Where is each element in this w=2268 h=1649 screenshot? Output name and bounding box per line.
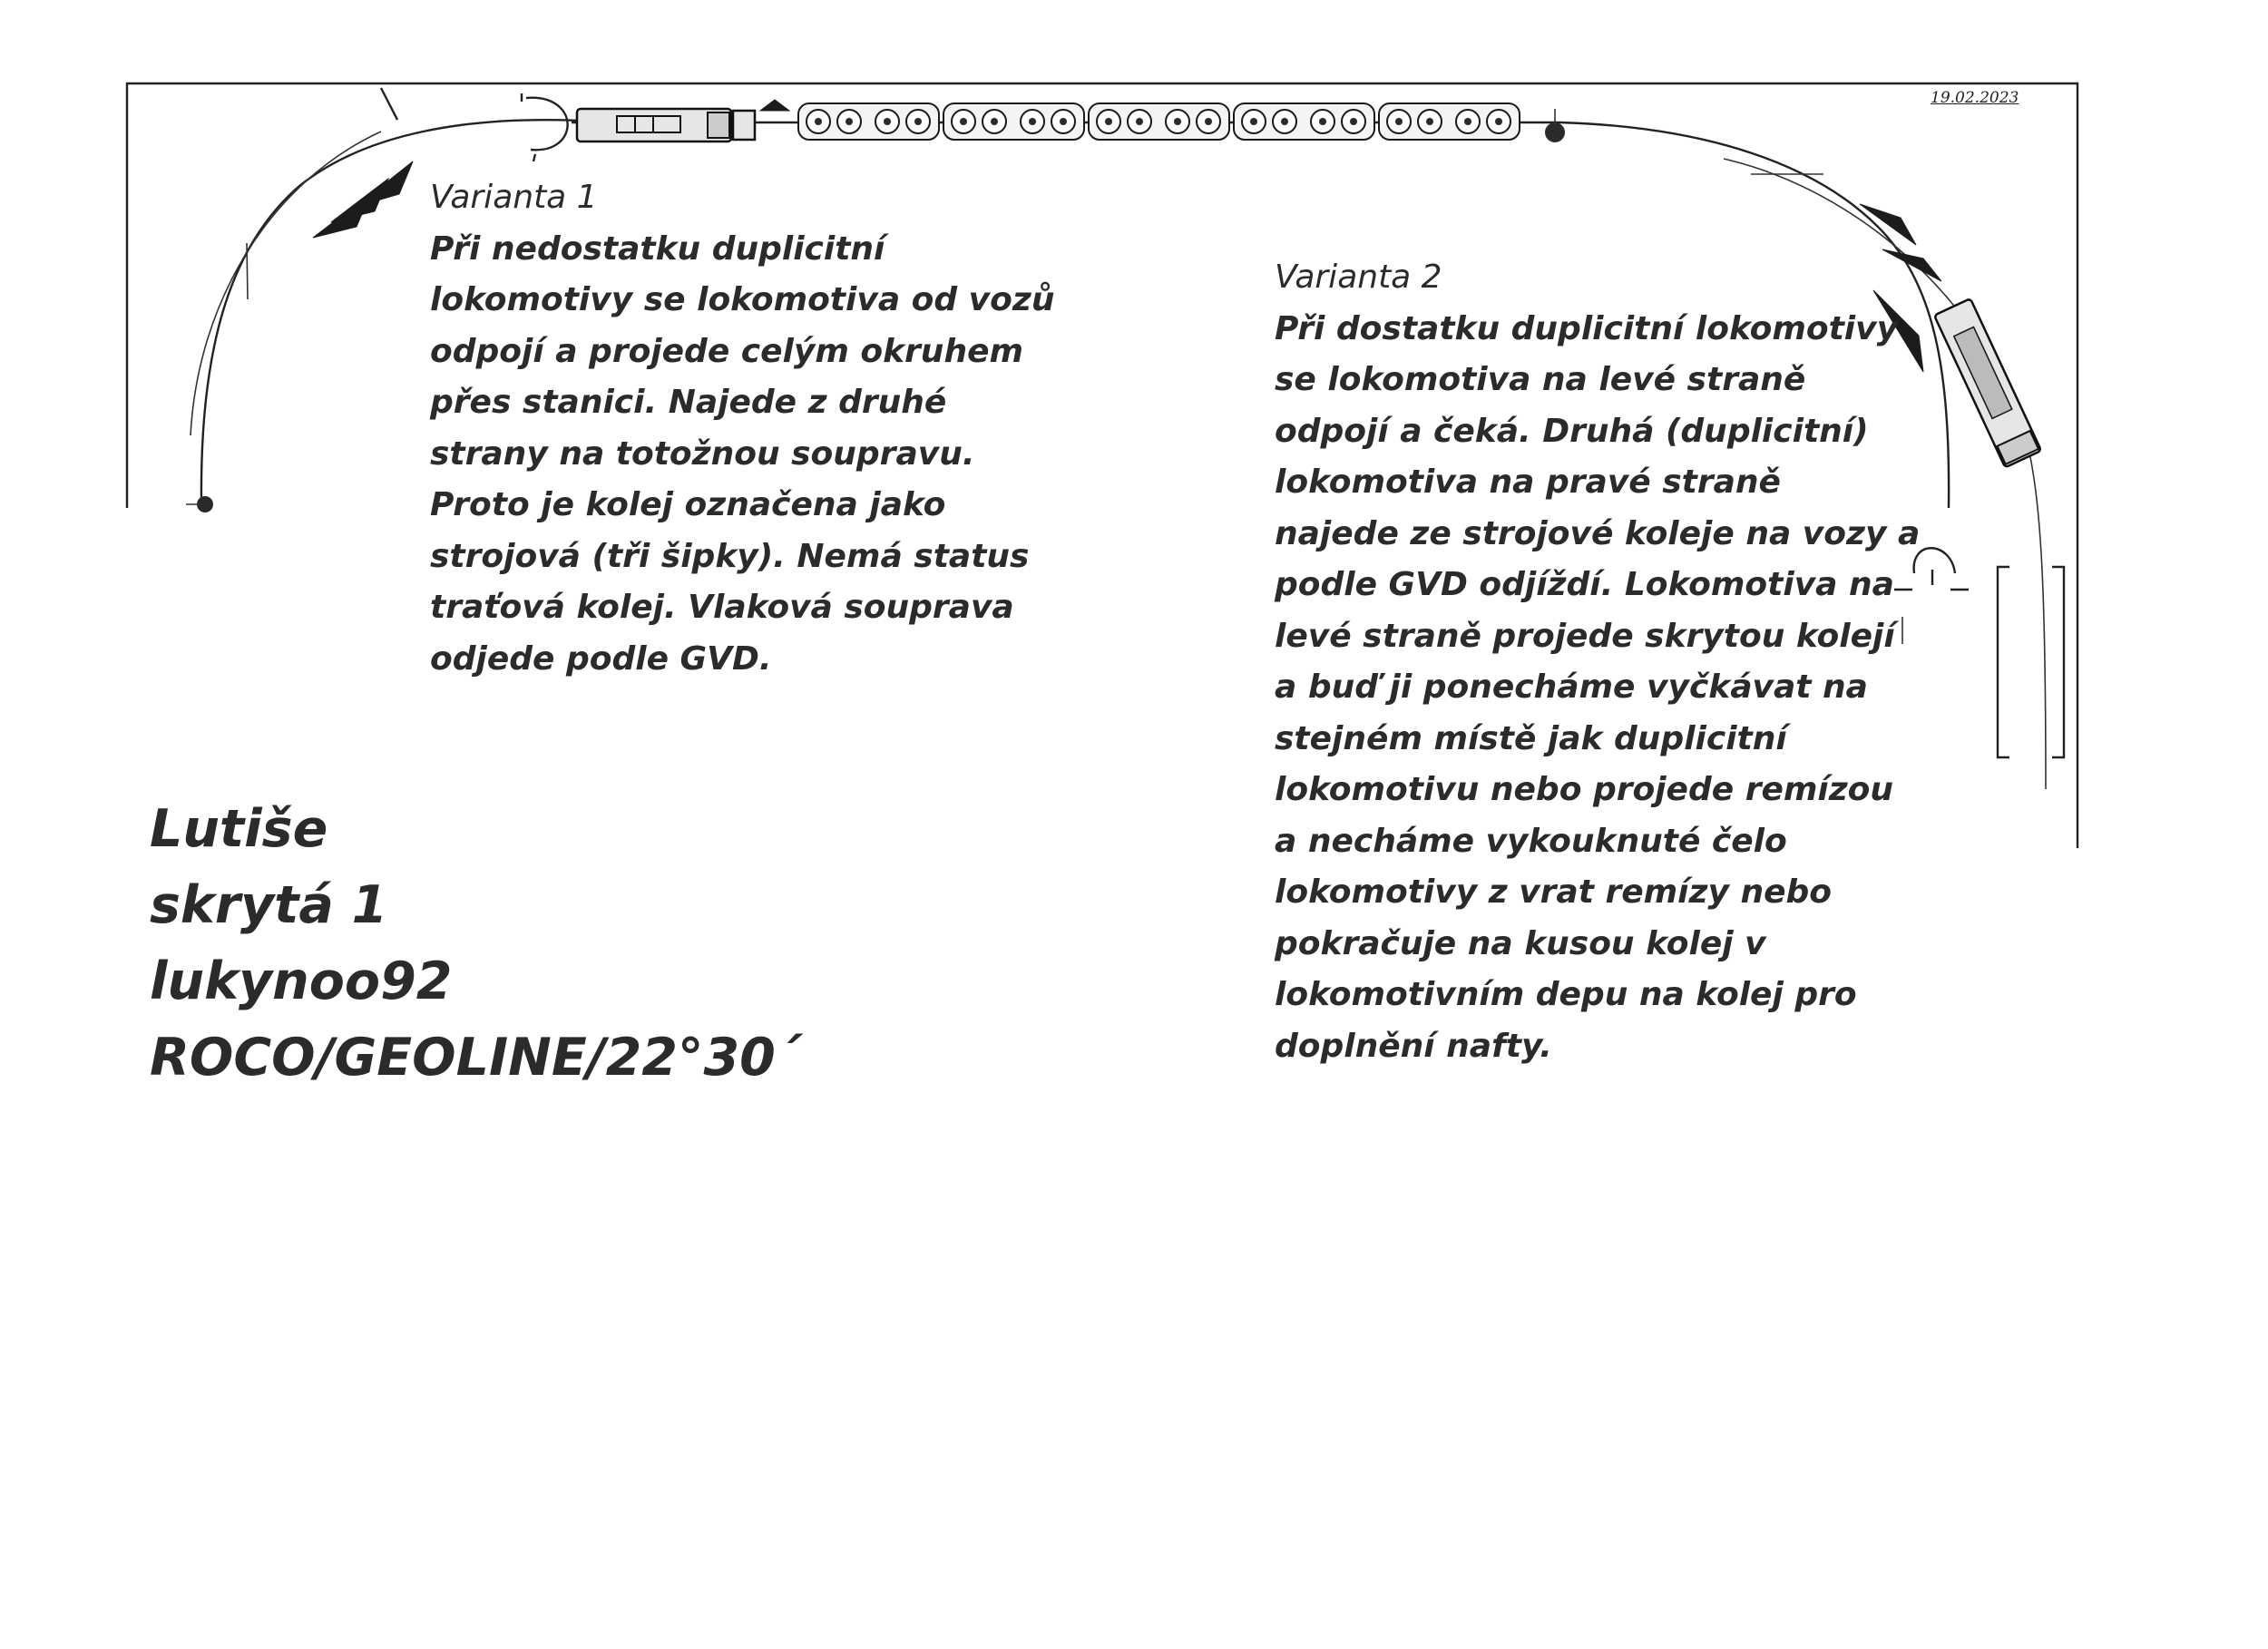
- variant-2-title: Varianta 2: [1275, 259, 1442, 296]
- right-buffer-stop: [1545, 122, 1565, 142]
- locomotive-top: [577, 109, 755, 141]
- turn-symbol-left: [522, 93, 568, 161]
- left-signal-post: [381, 88, 397, 120]
- variant-2-line: odpojí a čeká. Druhá (duplicitní): [1275, 412, 1869, 450]
- variant-1-line: odjede podle GVD.: [430, 639, 772, 678]
- variant-2-line: lokomotivním depu na kolej pro: [1275, 976, 1857, 1013]
- variant-2-line: doplnění nafty.: [1275, 1027, 1552, 1065]
- variant-1-line: Při nedostatku duplicitní: [430, 229, 885, 268]
- left-branch-track: [191, 132, 381, 435]
- date-stamp: 19.02.2023: [1931, 89, 2019, 107]
- variant-2-line: stejném místě jak duplicitní: [1275, 719, 1787, 757]
- variant-1-line: lokomotivy se lokomotiva od vozů: [430, 281, 1055, 318]
- variant-2-line: lokomotivu nebo projede remízou: [1275, 771, 1894, 808]
- variant-2-line: a buď ji ponecháme vyčkávat na: [1275, 668, 1868, 706]
- variant-2-text: [1275, 252, 1920, 1072]
- variant-2-line: Při dostatku duplicitní lokomotivy: [1275, 309, 1899, 347]
- variant-1-line: traťová kolej. Vlaková souprava: [430, 589, 1014, 626]
- variant-2-line: lokomotivy z vrat remízy nebo: [1275, 873, 1832, 911]
- author-name: lukynoo92: [150, 951, 453, 1011]
- locomotive-right: [1934, 298, 2041, 467]
- plan-info: [150, 791, 801, 1096]
- variant-1-text: [430, 172, 1054, 685]
- variant-1-line: odpojí a projede celým okruhem: [430, 332, 1023, 370]
- variant-2-line: levé straně projede skrytou kolejí: [1275, 617, 1895, 655]
- engine-track-arrows-left: [313, 161, 413, 238]
- variant-1-line: Proto je kolej označena jako: [430, 486, 946, 523]
- variant-1-line: strany na totožnou soupravu.: [430, 434, 975, 473]
- variant-2-line: a necháme vykouknuté čelo: [1275, 822, 1787, 860]
- coupling-arrow: [760, 100, 789, 111]
- variant-1-line: strojová (tři šipky). Nemá status: [430, 537, 1030, 575]
- track-name: skrytá 1: [150, 875, 388, 935]
- depot-track-left: [1998, 567, 2009, 757]
- freight-cars: [798, 103, 1520, 140]
- variant-2-line: podle GVD odjíždí. Lokomotiva na: [1275, 566, 1894, 603]
- depot-track-right: [2052, 567, 2064, 757]
- variant-2-line: lokomotiva na pravé straně: [1275, 463, 1781, 501]
- variant-2-line: pokračuje na kusou kolej v: [1275, 924, 1766, 962]
- variant-2-line: najede ze strojové koleje na vozy a: [1275, 514, 1921, 552]
- variant-2-line: se lokomotiva na levé straně: [1275, 361, 1806, 398]
- station-name: Lutiše: [150, 799, 328, 859]
- variant-1-line: přes stanici. Najede z druhé: [430, 384, 947, 421]
- variant-1-title: Varianta 1: [430, 179, 598, 216]
- left-branch-track-2: [247, 243, 248, 299]
- track-system: ROCO/GEOLINE/22°30´: [150, 1028, 802, 1088]
